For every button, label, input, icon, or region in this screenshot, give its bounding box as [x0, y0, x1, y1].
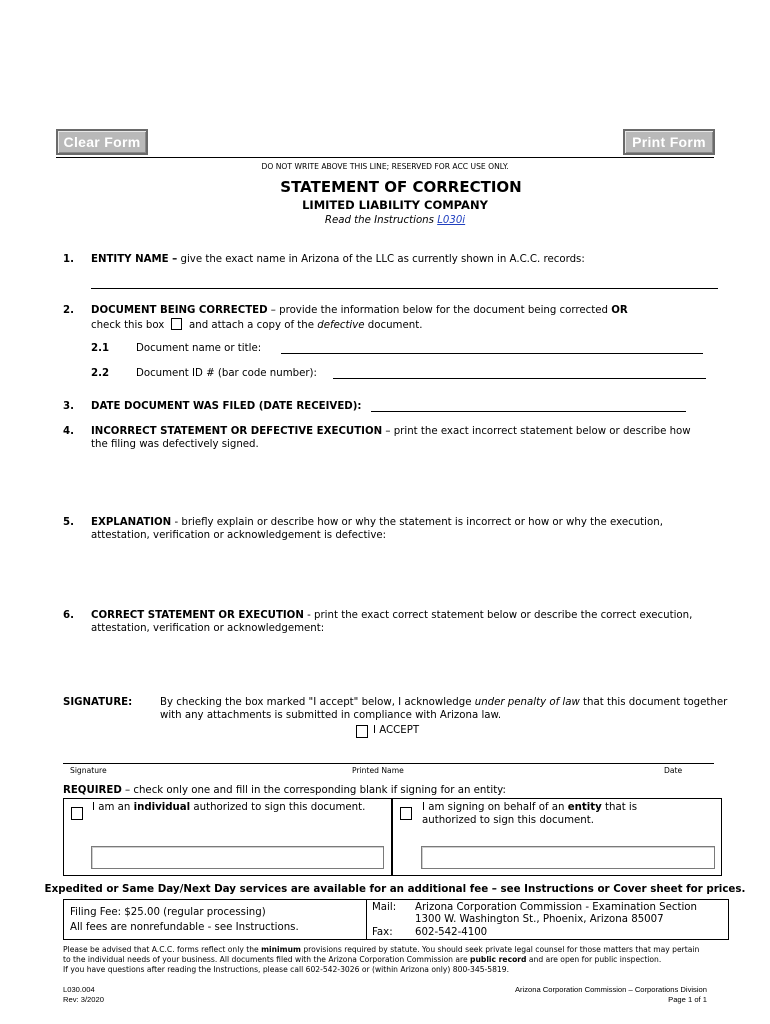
- item-4-label: [91, 426, 691, 437]
- item-5-line2: attestation, verification or acknowledgement is defective:: [91, 530, 387, 541]
- entity-option-line2: authorized to sign this document.: [422, 815, 594, 826]
- required-label: [63, 785, 506, 796]
- reserved-note: DO NOT WRITE ABOVE THIS LINE; RESERVED FOR ACC USE ONLY.: [261, 162, 509, 171]
- item-4-number: 4.: [63, 426, 74, 437]
- item-1-text: give the exact name in Arizona of the LLC as currently shown in A.C.C. records:: [177, 254, 585, 265]
- required-heading: REQUIRED: [63, 785, 122, 796]
- signature-heading: SIGNATURE:: [63, 697, 133, 708]
- signature-text-a: By checking the box marked "I accept" below, I acknowledge: [160, 697, 475, 708]
- fees-divider: [366, 899, 367, 940]
- expedited-notice: Expedited or Same Day/Next Day services are available for an additional fee – see Instructions or Cover sheet for prices.: [44, 883, 746, 895]
- notice-line-3: If you have questions after reading the Instructions, please call 602-542-3026 or (within Arizona only) 800-345-5819.: [63, 965, 509, 974]
- item-1-label: [91, 254, 585, 265]
- individual-option-label: [92, 802, 365, 813]
- opt2-text-c: that is: [601, 802, 638, 813]
- item-2-text: – provide the information below for the document being corrected: [267, 305, 612, 316]
- footer-agency: Arizona Corporation Commission – Corporations Division: [514, 985, 707, 994]
- attach-copy-checkbox[interactable]: [171, 318, 182, 330]
- item-4-heading: INCORRECT STATEMENT OR DEFECTIVE EXECUTION: [91, 426, 383, 437]
- item-5-text: - briefly explain or describe how or why the statement is incorrect or how or why the execution,: [171, 517, 663, 528]
- notice-2a: to the individual needs of your business. All documents filed with the Arizona Corporation Commission are: [63, 955, 471, 964]
- item-2-1-label: Document name or title:: [136, 343, 262, 354]
- form-subtitle: LIMITED LIABILITY COMPANY: [302, 198, 488, 212]
- notice-1b: minimum: [261, 945, 301, 954]
- mail-address-2: 1300 W. Washington St., Phoenix, Arizona 85007: [415, 914, 664, 925]
- individual-name-input[interactable]: [91, 846, 384, 869]
- item-2-2-number: 2.2: [91, 368, 110, 379]
- signature-line[interactable]: [63, 763, 714, 764]
- item-2-defective: defective: [317, 320, 365, 331]
- signature-statement: [160, 697, 727, 708]
- form-title: STATEMENT OF CORRECTION: [280, 178, 522, 196]
- item-2-1-number: 2.1: [91, 343, 110, 354]
- item-4-line2: the filing was defectively signed.: [91, 439, 259, 450]
- item-2-number: 2.: [63, 305, 74, 316]
- notice-2c: and are open for public inspection.: [526, 955, 662, 964]
- item-6-heading: CORRECT STATEMENT OR EXECUTION: [91, 610, 304, 621]
- item-2-check-post-text: and attach a copy of the: [189, 320, 318, 331]
- item-5-number: 5.: [63, 517, 74, 528]
- opt1-text-a: I am an: [92, 802, 134, 813]
- item-2-heading: DOCUMENT BEING CORRECTED: [91, 305, 268, 316]
- entity-option-label: [422, 802, 637, 813]
- item-5-label: [91, 517, 663, 528]
- item-3-label: DATE DOCUMENT WAS FILED (DATE RECEIVED):: [91, 401, 362, 412]
- nonrefundable-note: All fees are nonrefundable - see Instructions.: [70, 922, 299, 933]
- notice-1c: provisions required by statute. You should seek private legal counsel for those matters that may pertain: [300, 945, 700, 954]
- individual-checkbox[interactable]: [71, 807, 83, 820]
- item-1-number: 1.: [63, 254, 74, 265]
- signature-text-b: that this document together: [579, 697, 728, 708]
- print-form-button[interactable]: Print Form: [623, 129, 715, 155]
- item-2-doc: document.: [364, 320, 423, 331]
- notice-2b: public record: [470, 955, 527, 964]
- entity-name-field[interactable]: [91, 288, 718, 289]
- item-6-line2: attestation, verification or acknowledgement:: [91, 623, 325, 634]
- fax-number: 602-542-4100: [415, 927, 488, 938]
- notice-line-2: [63, 955, 661, 964]
- signature-text-italic: under penalty of law: [474, 697, 580, 708]
- signature-col-label: Signature: [70, 766, 107, 775]
- document-id-field[interactable]: [333, 378, 706, 379]
- item-4-text: – print the exact incorrect statement below or describe how: [382, 426, 691, 437]
- signature-statement-line2: with any attachments is submitted in compliance with Arizona law.: [160, 710, 502, 721]
- form-revision: Rev: 3/2020: [63, 995, 104, 1004]
- item-6-text: - print the exact correct statement below or describe the correct execution,: [303, 610, 693, 621]
- opt2-text-a: I am signing on behalf of an: [422, 802, 568, 813]
- notice-line-1: [63, 945, 699, 954]
- item-1-heading: ENTITY NAME –: [91, 254, 178, 265]
- item-2-check-post: [189, 320, 422, 331]
- filing-fee: Filing Fee: $25.00 (regular processing): [70, 907, 266, 918]
- read-instructions: [0, 215, 770, 226]
- footer-page: Page 1 of 1: [668, 995, 707, 1004]
- item-6-label: [91, 610, 692, 621]
- opt1-text-c: authorized to sign this document.: [190, 802, 366, 813]
- instructions-link[interactable]: L030i: [437, 215, 466, 226]
- item-5-heading: EXPLANATION: [91, 517, 172, 528]
- mail-address-1: Arizona Corporation Commission - Examination Section: [415, 902, 698, 913]
- opt2-text-b: entity: [567, 802, 602, 813]
- reserved-line: [56, 157, 714, 158]
- item-6-number: 6.: [63, 610, 74, 621]
- read-instructions-text: Read the Instructions: [324, 215, 438, 226]
- notice-1a: Please be advised that A.C.C. forms reflect only the: [63, 945, 262, 954]
- mail-label: Mail:: [372, 902, 397, 913]
- item-2-check-pre: check this box: [91, 320, 165, 331]
- date-filed-field[interactable]: [371, 411, 686, 412]
- i-accept-label: I ACCEPT: [373, 725, 420, 736]
- opt1-text-b: individual: [133, 802, 191, 813]
- printed-name-col-label: Printed Name: [352, 766, 404, 775]
- form-code: L030.004: [63, 985, 95, 994]
- fax-label: Fax:: [372, 927, 393, 938]
- date-col-label: Date: [664, 766, 683, 775]
- item-2-2-label: Document ID # (bar code number):: [136, 368, 317, 379]
- item-2-label: [91, 305, 628, 316]
- clear-form-button[interactable]: Clear Form: [56, 129, 148, 155]
- i-accept-checkbox[interactable]: [356, 725, 368, 738]
- item-3-number: 3.: [63, 401, 74, 412]
- required-text: – check only one and fill in the corresponding blank if signing for an entity:: [121, 785, 506, 796]
- entity-checkbox[interactable]: [400, 807, 412, 820]
- document-name-field[interactable]: [281, 353, 703, 354]
- entity-name-input[interactable]: [421, 846, 715, 869]
- item-2-or: OR: [611, 305, 628, 316]
